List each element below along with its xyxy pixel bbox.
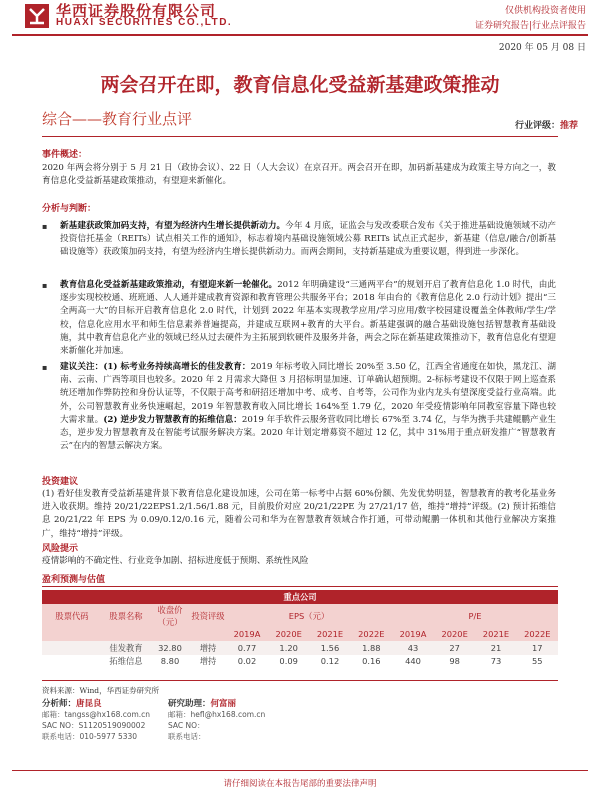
row-eps: 1.20 [268, 641, 309, 655]
assistant-sac-label: SAC NO： [168, 721, 205, 730]
group-label: 重点公司 [42, 590, 558, 604]
report-date: 2020 年 05 月 08 日 [498, 43, 586, 53]
analysis-paragraph-2 [60, 279, 556, 358]
p1-body: 今年 4 月底，证监会与发改委联合发布《关于推进基础设施领域不动产投资信托基金（REITs）试点相关工作的通知》，标志着境内基础设施领域公募 REITs 试点正式起步，新基建（信息/融合/创新基础设施等）获政策加码支持，有望为经济内生增长提供新动力。而两会期间，支持新基建成为重要议题，得到进一步深化。 [60, 221, 556, 258]
table-header-row [42, 604, 558, 628]
table-row [42, 655, 558, 669]
company-name-en: HUAXI SECURITIES CO.,LTD. [56, 17, 233, 28]
row-pe: 98 [449, 656, 460, 667]
row-eps: 1.88 [351, 641, 392, 655]
analysis-paragraph-1 [60, 220, 556, 260]
year-header: 2022E [351, 628, 392, 642]
risk-text: 疫情影响的不确定性、行业竞争加剧、招标进度低于预期、系统性风险 [42, 556, 309, 566]
row-pe: 21 [475, 641, 516, 655]
company-name-cn: 华西证券股份有限公司 [56, 2, 217, 20]
analyst-phone: 010-5977 5330 [79, 732, 138, 741]
report-subtitle: 综合——教育行业点评 [42, 110, 193, 128]
analyst-email: tangss@hx168.com.cn [64, 710, 151, 719]
event-text: 2020 年两会将分别于 5 月 21 日（政协会议）、22 日（人大会议）在京召开。两会召开在即，加码新基建成为政策主导方向之一，教育信息化受益新基建政策推动，有望迎来新催化。 [42, 163, 556, 187]
p1-lead: 新基建获政策加码支持，有望为经济内生增长提供新动力。 [60, 221, 286, 231]
col-name-header: 股票名称 [102, 604, 150, 628]
assistant-sac-line [168, 720, 408, 731]
invest-text: (1) 看好佳发教育受益新基建背景下教育信息化建设加速，公司在第一标考中占据 60%份额、先发优势明显，智慧教育的教考化基业务进入收获期。维持 20/21/22EPS1.2/1.56/1.88 元，目前股价对应 20/21/22PE 为 27/21/17 倍，维持“增持”评级。(2) 预计拓维信息 20/21/22 年 EPS 为 0.09/0.12/0.16 元，随着公司和华为在智慧教育领域合作打通，可带动鲲鹏一体机和其他行业解决方案推广，维持“增持”评级。 [42, 489, 556, 539]
p3-body-2: 2019 年手软件云服务营收同比增长 67%至 3.74 亿，与华为携手共建鲲鹏产业生态，逆步发力智慧教育及在智能考试服务解决方案。2020 年计划定增募资不超过 12 亿，其中 31%用于重点研发推广“智慧教育云”在内的智慧云解决方案。 [60, 414, 556, 452]
assistant-email-label: 邮箱： [168, 710, 191, 719]
year-header: 2021E [475, 628, 516, 642]
risk-heading: 风险提示 [42, 544, 79, 554]
row-pe: 17 [517, 641, 558, 655]
forecast-table [42, 590, 558, 668]
assistant-name-line [168, 697, 408, 709]
analyst-name: 唐昆良 [76, 699, 102, 709]
audience-note: 仅供机构投资者使用 [504, 6, 586, 16]
table-row [42, 641, 558, 655]
forecast-heading: 盈利预测与估值 [42, 575, 106, 585]
row-pe: 55 [532, 656, 543, 667]
analyst-sac: S1120519090002 [78, 721, 146, 730]
col-rating-header: 投资评级 [190, 604, 226, 628]
pe-header: P/E [392, 604, 558, 628]
bullet-icon: ▪ [42, 222, 48, 231]
analyst-sac-label: SAC NO： [42, 721, 79, 730]
table-group-row [42, 590, 558, 604]
analysis-paragraph-3 [60, 361, 556, 453]
header-rule [12, 34, 588, 36]
table-year-row [42, 628, 558, 642]
row-pe: 43 [392, 641, 434, 655]
analysis-heading: 分析与判断： [42, 204, 97, 214]
table-bottom-rule [42, 680, 558, 681]
rating-value: 推荐 [559, 121, 578, 131]
report-type: 证券研究报告|行业点评报告 [474, 21, 586, 31]
col-price-header: 收盘价（元） [150, 604, 190, 628]
rating-label: 行业评级： [514, 121, 560, 131]
year-header: 2020E [434, 628, 475, 642]
assistant-email: hefl@hx168.com.cn [190, 710, 266, 719]
row-code [42, 641, 102, 655]
row-code [42, 655, 102, 669]
invest-heading: 投资建议 [42, 477, 79, 487]
bullet-icon: ▪ [42, 363, 48, 372]
row-rating: 增持 [190, 641, 226, 655]
year-header: 2019A [226, 628, 268, 642]
analyst-phone-label: 联系电话： [42, 732, 80, 741]
year-header: 2020E [268, 628, 309, 642]
row-eps: 0.09 [279, 656, 298, 667]
p2-body: 2012 年明确建设“三通两平台”的规划开启了教育信息化 1.0 时代，由此逐步实现校校通、班班通、人人通并建成教育资源和教育管理公共服务平台；2018 年由台的《教育信息化 2.0 行动计划》提出“三全两高一大”的目标开启教育信息化 2.0 时代，计划到 2022 年基本实现教学应用/学习应用/数字校园建设覆盖全体教师/学生/学校，信息化应用水平和师生信息素养普遍提高，并建成互联网+教育的大平台。新基建强调的融合基础设施包括智慧教育基础设施，其中教育信息化产业的领域已经从过去硬件为主拓展到软硬件及服务并备，两会之际在新基建政策推动下，教育信息化有望迎来新催化并加速。 [60, 280, 556, 357]
analyst-role: 分析师： [42, 699, 77, 709]
assistant-role: 研究助理： [168, 699, 211, 709]
p3-body: 2019 年标考收入同比增长 20%至 3.50 亿，江西全省通度在如快，黑龙江、湖南、云南、广西等项目也较多。2020 年 2 月需求大降但 3 月招标明显加速、订单确认超预期。2-标标考建设不仅限于网上巡查系统还增加作弊防控和身份认证等，不仅限于高考和研招还增加中考、成考、自考等，公司作为业内龙头有望深度受益行业高端。此外，公司智慧教育业务快速崛起，2019 年智慧教育收入同比增长 164%至 1.79 亿，2020 年受疫情影响年同教室容量下降也较大需求量。 [60, 362, 556, 425]
table-top-rule [42, 586, 558, 587]
row-price: 32.80 [150, 641, 190, 655]
row-rating: 增持 [199, 656, 217, 667]
year-header: 2022E [517, 628, 558, 642]
row-eps: 0.77 [226, 641, 268, 655]
bullet-icon: ▪ [42, 281, 48, 290]
p2-lead: 教育信息化受益新基建政策推动，有望迎来新一轮催化。 [60, 280, 278, 290]
row-price: 8.80 [160, 656, 180, 667]
event-heading: 事件概述： [42, 150, 88, 160]
assistant-name: 何富丽 [210, 699, 237, 709]
title-rule [42, 136, 558, 137]
analyst-email-label: 邮箱： [42, 710, 65, 719]
col-code-header: 股票代码 [42, 604, 102, 628]
legal-notice: 请仔细阅读在本报告尾部的重要法律声明 [223, 779, 377, 789]
p3-lead: 建议关注：(1) 标考业务持续高增长的佳发教育： [60, 362, 251, 372]
data-source: 资料来源：Wind，华西证券研究所 [42, 686, 160, 695]
assistant-phone-line [168, 731, 408, 742]
row-pe: 440 [405, 656, 421, 667]
report-title: 两会召开在即，教育信息化受益新基建政策推动 [100, 74, 500, 96]
row-eps: 0.02 [237, 656, 257, 667]
assistant-phone-label: 联系电话： [168, 732, 206, 741]
row-name: 拓维信息 [109, 656, 143, 667]
row-pe: 73 [490, 656, 502, 667]
year-header: 2021E [309, 628, 350, 642]
row-eps: 1.56 [309, 641, 350, 655]
year-header: 2019A [392, 628, 434, 642]
row-name: 佳发教育 [102, 641, 150, 655]
footer-rule [12, 770, 588, 771]
eps-header: EPS（元） [226, 604, 392, 628]
huaxi-logo-icon [24, 3, 50, 29]
row-pe: 27 [434, 641, 475, 655]
p3-lead-2: (2) 逆步发力智慧教育的拓维信息： [103, 414, 242, 425]
row-eps: 0.12 [320, 656, 340, 667]
assistant-email-line [168, 709, 408, 720]
industry-rating [515, 118, 578, 131]
row-eps: 0.16 [362, 656, 381, 667]
assistant-block [168, 697, 408, 742]
